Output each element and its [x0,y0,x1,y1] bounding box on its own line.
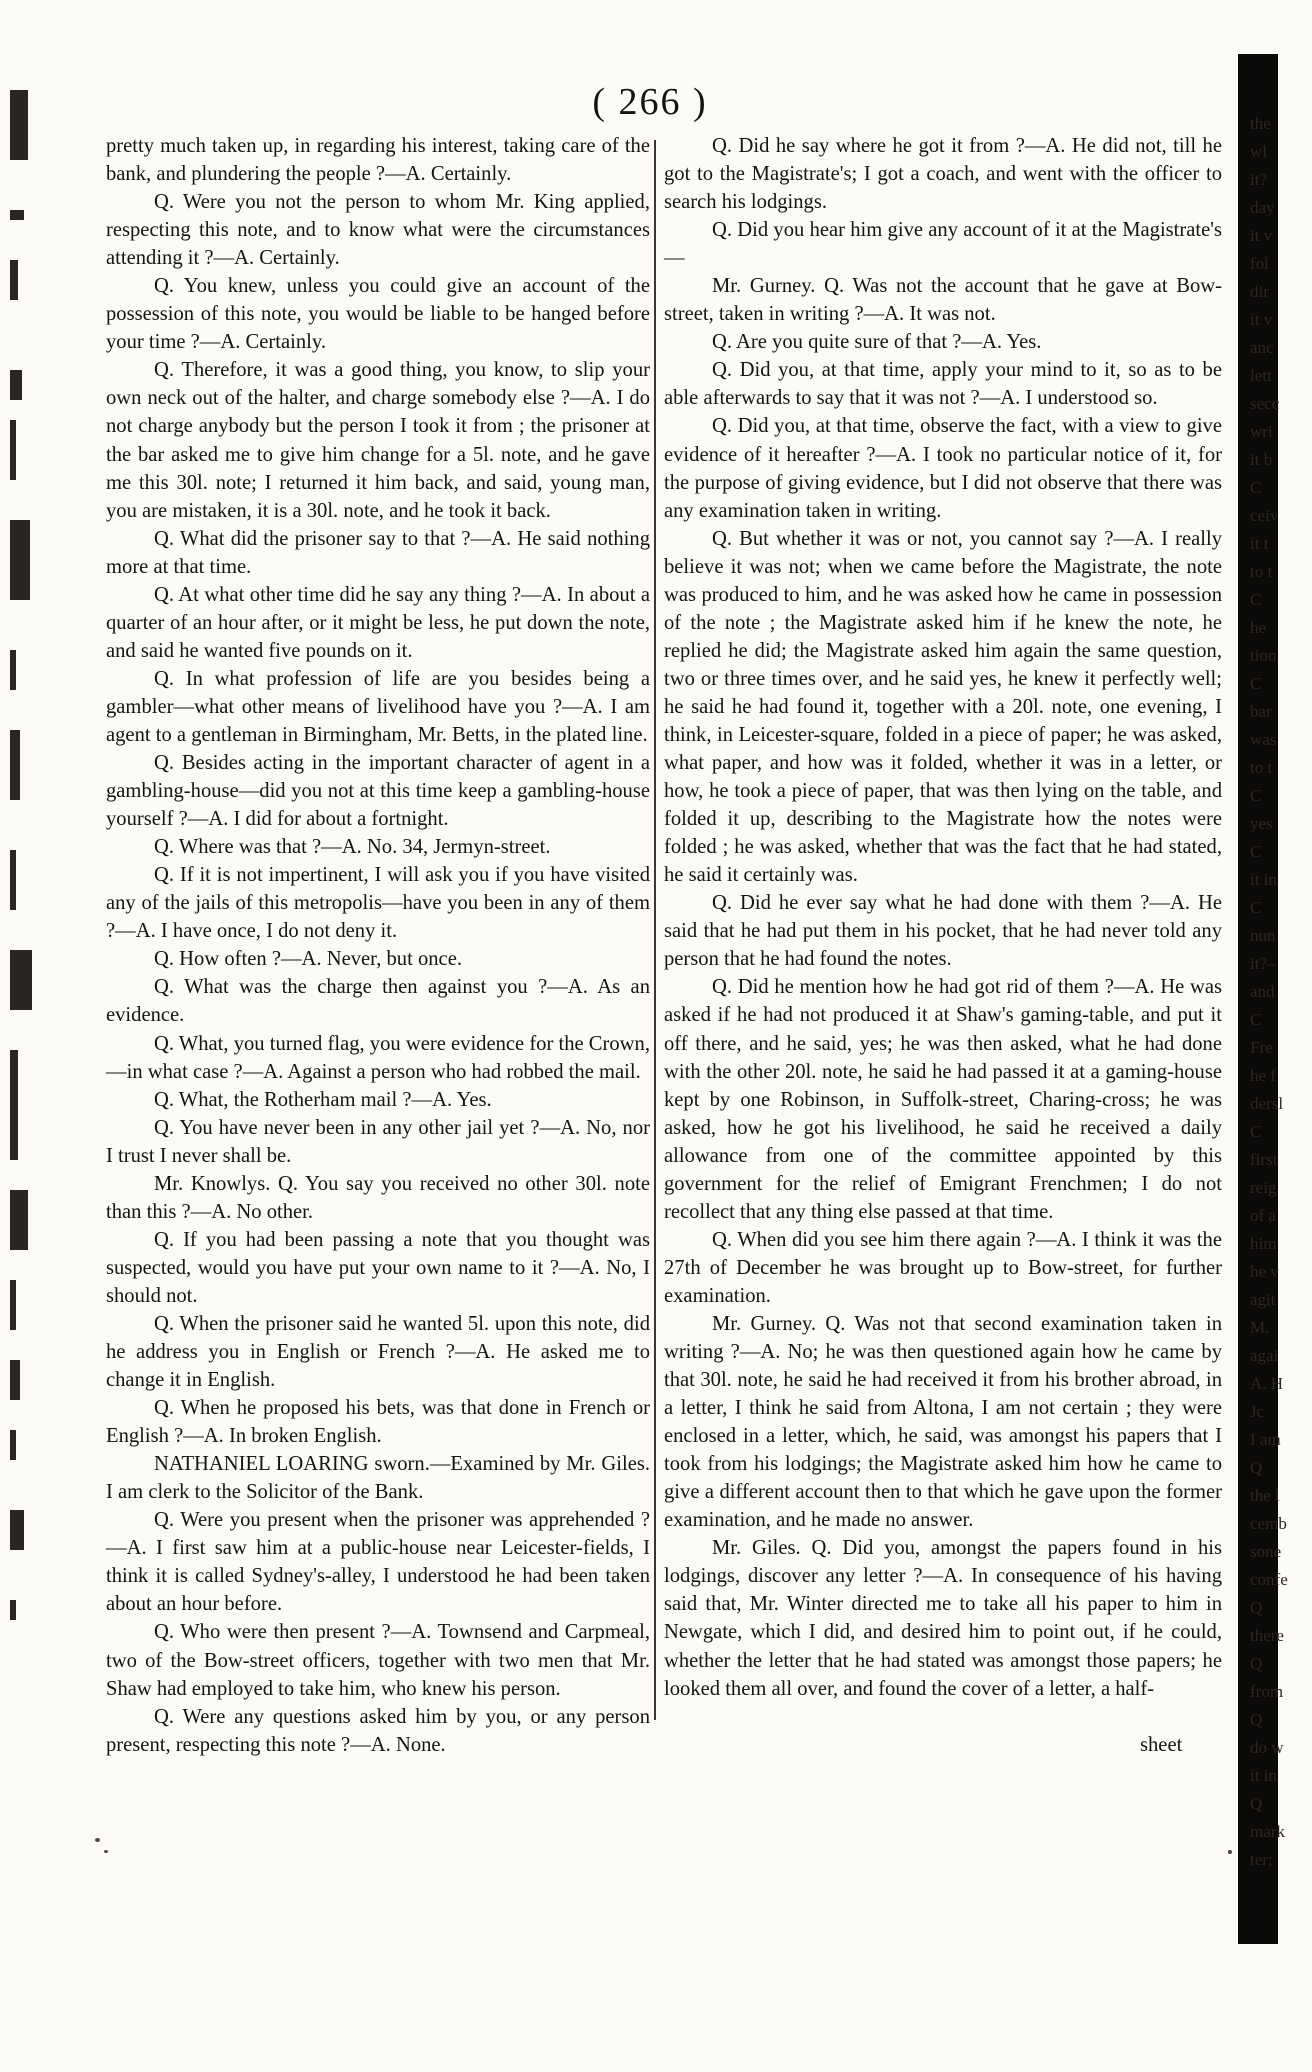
adjacent-fragment: ceiv [1250,506,1279,525]
paragraph: Q. Where was that ?—A. No. 34, Jermyn-street. [154,836,551,859]
adjacent-fragment: wri [1250,422,1273,441]
column-divider [654,140,656,1720]
paragraph: Q. How often ?—A. Never, but once. [154,948,462,971]
adjacent-fragment: it in [1250,870,1277,889]
adjacent-fragment: Q [1250,1598,1263,1617]
adjacent-fragment: yes [1250,814,1273,833]
adjacent-fragment: C [1250,674,1262,693]
adjacent-fragment: he v [1250,1262,1279,1281]
adjacent-fragment: he f [1250,1066,1276,1085]
adjacent-fragment: first [1250,1150,1278,1169]
adjacent-fragment: it b [1250,450,1273,469]
page-number: ( 266 ) [592,81,708,123]
adjacent-fragment: do w [1250,1738,1284,1757]
adjacent-fragment: it? [1250,170,1267,189]
paragraph: Q. When did you see him there again ?—A. I think it was the 27th of December he was brought up to Bow-street, for further examination. [664,1228,1222,1307]
adjacent-fragment: nun [1250,926,1276,945]
ink-speck [104,1850,108,1853]
paragraph: Q. Were any questions asked him by you, or any person present, respecting this note ?—A. None. [106,1705,650,1756]
adjacent-fragment: there [1250,1626,1284,1645]
paragraph: Q. Did you, at that time, apply your mind to it, so as to be able afterwards to say that it was not ?—A. I understood so. [664,359,1222,410]
adjacent-fragment: to t [1250,758,1273,777]
paragraph: Q. What was the charge then against you ?—A. As an evidence. [106,976,650,1027]
paragraph: Q. If it is not impertinent, I will ask you if you have visited any of the jails of this metropolis—have you been in any of them ?—A. I have once, I do not deny it. [106,864,650,943]
adjacent-fragment: Q [1250,1654,1263,1673]
adjacent-fragment: C [1250,786,1262,805]
paragraph: pretty much taken up, in regarding his interest, taking care of the bank, and plundering the people ?—A. Certainly. [106,135,650,186]
adjacent-fragment: wl [1250,142,1267,161]
adjacent-fragment: A. H [1250,1374,1284,1393]
adjacent-fragment: lett [1250,366,1272,385]
adjacent-fragment: dersl [1250,1094,1284,1113]
adjacent-page-fragments [1250,110,1312,1874]
adjacent-fragment: ter; [1250,1850,1273,1869]
adjacent-fragment: the [1250,114,1271,133]
adjacent-fragment: fol [1250,254,1269,273]
paragraph: Q. Did you, at that time, observe the fact, with a view to give evidence of it hereafter ?—A. I took no particular notice of it, for the purpose of giving evidence, but I did not observe that there was any examination taken in writing. [664,415,1222,522]
paragraph: Mr. Giles. Q. Did you, amongst the papers found in his lodgings, discover any letter ?—A. In consequence of his having said that, Mr. Winter directed me to take all his paper to him in Newgate, which I did, and desired him to point out, if he could, whether the letter that he had stated was amongst those papers; he looked them all over, and found the cover of a letter, a half- [664,1537,1222,1700]
adjacent-fragment: Q [1250,1794,1263,1813]
paragraph: Mr. Knowlys. Q. You say you received no other 30l. note than this ?—A. No other. [106,1172,650,1223]
adjacent-fragment: and [1250,982,1275,1001]
paragraph: Q. Therefore, it was a good thing, you know, to slip your own neck out of the halter, and charge somebody else ?—A. I do not charge anybody but the person I took it from ; the prisoner at the bar asked me to give him change for a 5l. note, and he gave me this 30l. note; I returned it him back, and said, young man, you are mistaken, it is a 30l. note, and he took it back. [106,359,650,522]
paragraph: Q. Did he mention how he had got rid of them ?—A. He was asked if he had not produced it at Shaw's gaming-table, and put it off there, and he said, yes; he was then asked, what he had done with the other 20l. note, he said he had passed it at a gaming-house kept by one Robinson, in Suffolk-street, Charing-cross; he was asked, how he got his livelihood, he said he received a daily allowance from one of the committee appointed by this government for the relief of Emigrant Frenchmen; I do not recollect that any thing else passed at that time. [664,976,1222,1223]
paragraph: Q. What did the prisoner say to that ?—A. He said nothing more at that time. [106,527,650,578]
adjacent-fragment: M. [1250,1318,1270,1337]
adjacent-fragment: C [1250,1010,1262,1029]
left-column [106,132,650,1759]
adjacent-fragment: C [1250,590,1262,609]
paragraph: Q. But whether it was or not, you cannot say ?—A. I really believe it was not; when we came before the Magistrate, the note was produced to him, and he was asked how he came in possession of the note ; the Magistrate asked him if he knew the note, he replied he did; the Magistrate asked him again the same question, two or three times over, and he said yes, he knew it perfectly well; he said he had found it, together with a 20l. note, one evening, I think, in Leicester-square, folded in a piece of paper; he was asked, what paper, and how was it folded, whether it was in a letter, or how, he took a piece of paper, that was then lying on the table, and folded it up, describing to the Magistrate how the notes were folded ; he was asked, whether that was the fact that he had stated, he said it certainly was. [664,527,1222,887]
paragraph: Q. You have never been in any other jail yet ?—A. No, nor I trust I never shall be. [106,1116,650,1167]
paragraph: Q. Did he say where he got it from ?—A. He did not, till he got to the Magistrate's; I got a coach, and went with the officer to search his lodgings. [664,135,1222,214]
ink-speck [95,1838,100,1842]
paragraph: Mr. Gurney. Q. Was not that second examination taken in writing ?—A. No; he was then questioned again how he came by that 30l. note, he said he had received it from his brother abroad, in a letter, I think he said from Altona, I am not certain ; they were enclosed in a letter, which, he said, was amongst his papers that I took from his lodgings; the Magistrate asked him how he came to give a different account then to that which he gave upon the former examination, and he made no answer. [664,1312,1222,1532]
ink-speck [1228,1850,1232,1854]
witness-heading-paragraph: NATHANIEL LOARING sworn.—Examined by Mr. Giles. I am clerk to the Solicitor of the Bank. [106,1453,650,1504]
adjacent-fragment: Q [1250,1710,1263,1729]
adjacent-fragment: dir [1250,282,1269,301]
paragraph: Q. At what other time did he say any thing ?—A. In about a quarter of an hour after, or it might be less, he put down the note, and said he wanted five pounds on it. [106,583,650,662]
adjacent-fragment: it t [1250,534,1269,553]
adjacent-fragment: of a [1250,1206,1276,1225]
paragraph: Mr. Gurney. Q. Was not the account that he gave at Bow-street, taken in writing ?—A. It was not. [664,275,1222,326]
paragraph: Q. Who were then present ?—A. Townsend and Carpmeal, two of the Bow-street officers, together with two men that Mr. Shaw had employed to take him, who knew his person. [106,1621,650,1700]
adjacent-fragment: was [1250,730,1277,749]
adjacent-fragment: C [1250,898,1262,917]
adjacent-fragment: I am [1250,1430,1281,1449]
adjacent-fragment: Jc [1250,1402,1265,1421]
left-margin-bleed [0,90,70,1790]
right-column [664,132,1222,1703]
adjacent-fragment: it in [1250,1766,1277,1785]
adjacent-fragment: reig [1250,1178,1277,1197]
catchword: sheet [1140,1734,1183,1756]
adjacent-fragment: him [1250,1234,1277,1253]
adjacent-fragment: day [1250,198,1275,217]
paragraph: Q. Are you quite sure of that ?—A. Yes. [712,331,1042,354]
adjacent-fragment: it v [1250,310,1273,329]
adjacent-fragment: agai [1250,1346,1279,1365]
adjacent-fragment: confe [1250,1570,1288,1589]
adjacent-fragment: it?– [1250,954,1276,973]
paragraph: Q. When he proposed his bets, was that done in French or English ?—A. In broken English. [106,1397,650,1448]
paragraph: Q. Were you not the person to whom Mr. King applied, respecting this note, and to know what were the circumstances attending it ?—A. Certainly. [106,191,650,270]
paragraph: Q. Did you hear him give any account of it at the Magistrate's— [664,219,1222,270]
adjacent-fragment: tion [1250,646,1277,665]
paragraph: Q. Besides acting in the important character of agent in a gambling-house—did you not at this time keep a gambling-house yourself ?—A. I did for about a fortnight. [106,752,650,831]
paragraph: Q. If you had been passing a note that you thought was suspected, would you have put your own name to it ?—A. No, I should not. [106,1228,650,1307]
adjacent-fragment: C [1250,478,1262,497]
adjacent-fragment: the l [1250,1486,1280,1505]
adjacent-fragment: secc [1250,394,1280,413]
adjacent-fragment: to t [1250,562,1273,581]
adjacent-fragment: he [1250,618,1267,637]
paragraph: Q. What, you turned flag, you were evidence for the Crown,—in what case ?—A. Against a person who had robbed the mail. [106,1032,650,1083]
adjacent-fragment: mark [1250,1822,1285,1841]
paragraph: Q. You knew, unless you could give an account of the possession of this note, you would be liable to be hanged before your time ?—A. Certainly. [106,275,650,354]
paragraph: Q. When the prisoner said he wanted 5l. upon this note, did he address you in English or French ?—A. He asked me to change it in English. [106,1312,650,1392]
adjacent-fragment: cemb [1250,1514,1287,1533]
paragraph: Q. In what profession of life are you besides being a gambler—what other means of livelihood have you ?—A. I am agent to a gentleman in Birmingham, Mr. Betts, in the plated line. [106,667,650,746]
adjacent-fragment: bar [1250,702,1272,721]
adjacent-fragment: Q [1250,1458,1263,1477]
adjacent-fragment: agit [1250,1290,1276,1309]
adjacent-fragment: anc [1250,338,1274,357]
adjacent-fragment: C [1250,1122,1262,1141]
adjacent-fragment: it v [1250,226,1273,245]
paragraph: Q. What, the Rotherham mail ?—A. Yes. [154,1088,492,1111]
paragraph: Q. Were you present when the prisoner was apprehended ?—A. I first saw him at a public-house near Leicester-fields, I think it is called Sydney's-alley, I understood he had been taken about an hour before. [106,1509,650,1616]
paragraph: Q. Did he ever say what he had done with them ?—A. He said that he had put them in his pocket, that he had never told any person that he had found the notes. [664,892,1222,971]
adjacent-fragment: from [1250,1682,1284,1701]
adjacent-fragment: C [1250,842,1262,861]
adjacent-fragment: Fre [1250,1038,1273,1057]
adjacent-fragment: sone [1250,1542,1282,1561]
